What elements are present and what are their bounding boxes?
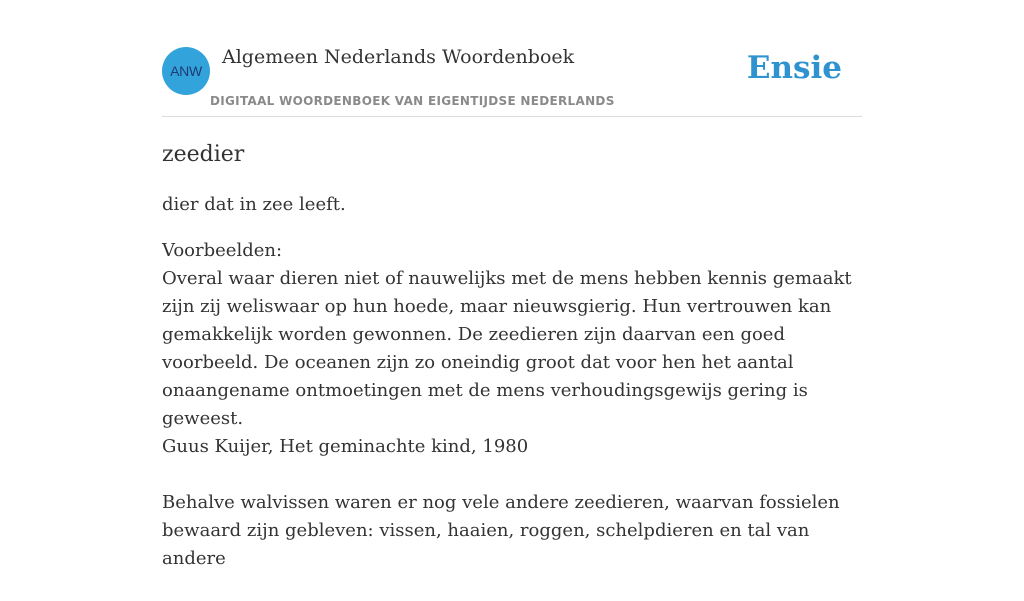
anw-logo-text: ANW	[170, 63, 202, 79]
site-header	[162, 0, 862, 117]
site-title[interactable]: Algemeen Nederlands Woordenboek	[222, 46, 575, 68]
main-content	[162, 0, 862, 601]
example-source: Guus Kuijer, Het geminachte kind, 1980	[162, 436, 529, 457]
headword: zeedier	[162, 142, 245, 167]
anw-logo[interactable]	[162, 47, 210, 95]
example-item	[162, 265, 862, 461]
example-quote: Overal waar dieren niet of nauwelijks met de mens hebben kennis gemaakt zijn zij weliswaar op hun hoede, maar nieuwsgierig. Hun vertrouwen kan gemakkelijk worden gewonnen. De zeedieren zijn daarvan een goed voorbeeld. De oceanen zijn zo oneindig groot dat voor hen het aantal onaangename ontmoetingen met de mens verhoudingsgewijs gering is geweest.	[162, 268, 852, 429]
example-quote: Behalve walvissen waren er nog vele andere zeedieren, waarvan fossielen bewaard zijn gebleven: vissen, haaien, roggen, schelpdieren en tal van andere	[162, 492, 840, 569]
ensie-brand-link[interactable]: Ensie	[746, 50, 842, 86]
example-item	[162, 489, 862, 573]
examples-section	[162, 237, 862, 573]
examples-label: Voorbeelden:	[162, 240, 283, 261]
site-subtitle: DIGITAAL WOORDENBOEK VAN EIGENTIJDSE NEDERLANDS	[210, 94, 615, 108]
definition: dier dat in zee leeft.	[162, 194, 346, 215]
